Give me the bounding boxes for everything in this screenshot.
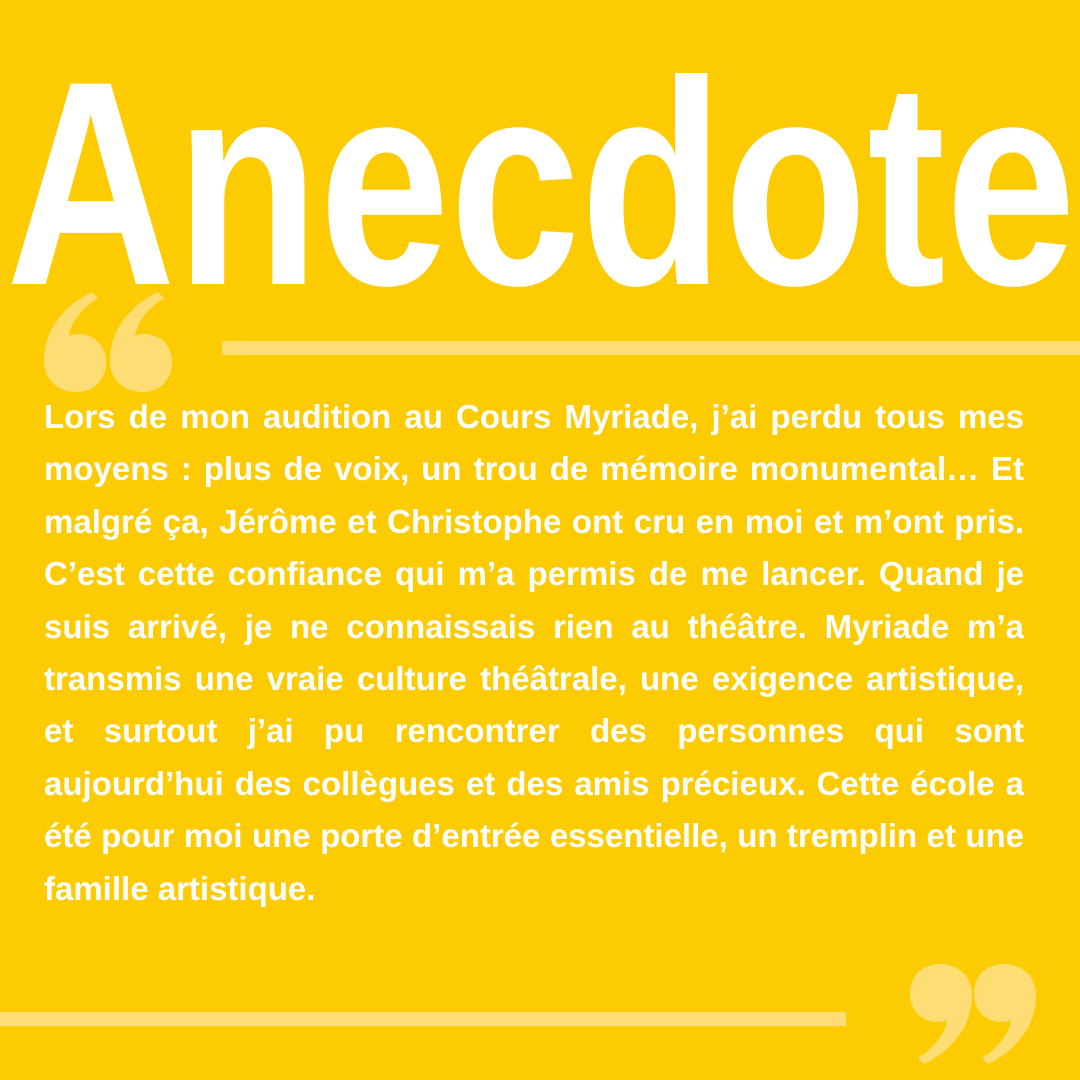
anecdote-quote-text: Lors de mon audition au Cours Myriade, j’ai perdu tous mes moyens : plus de voix, un trou de mémoire monumental… Et malgré ça, Jérôme et Christophe ont cru en moi et m’ont pris. C’est cette confiance qui m’a permis de me lancer. Quand je suis arrivé, je ne connaissais rien au théâtre. Myriade m’a transmis une vraie culture théâtrale, une exigence artistique, et surtout j’ai pu rencontrer des personnes qui sont aujourd’hui des collègues et des amis précieux. Cette école a été pour moi une porte d’entrée essentielle, un tremplin et une famille artistique. — [44, 398, 1024, 907]
closing-quotation-mark-icon — [902, 962, 1042, 1074]
title-heading: Anecdote — [6, 21, 1076, 290]
top-divider-line — [222, 341, 1080, 355]
title-heading-svg — [0, 0, 1080, 290]
title-heading-wrapper — [0, 0, 1080, 290]
opening-quotation-mark-icon — [40, 282, 180, 394]
bottom-divider-line — [0, 1012, 846, 1026]
